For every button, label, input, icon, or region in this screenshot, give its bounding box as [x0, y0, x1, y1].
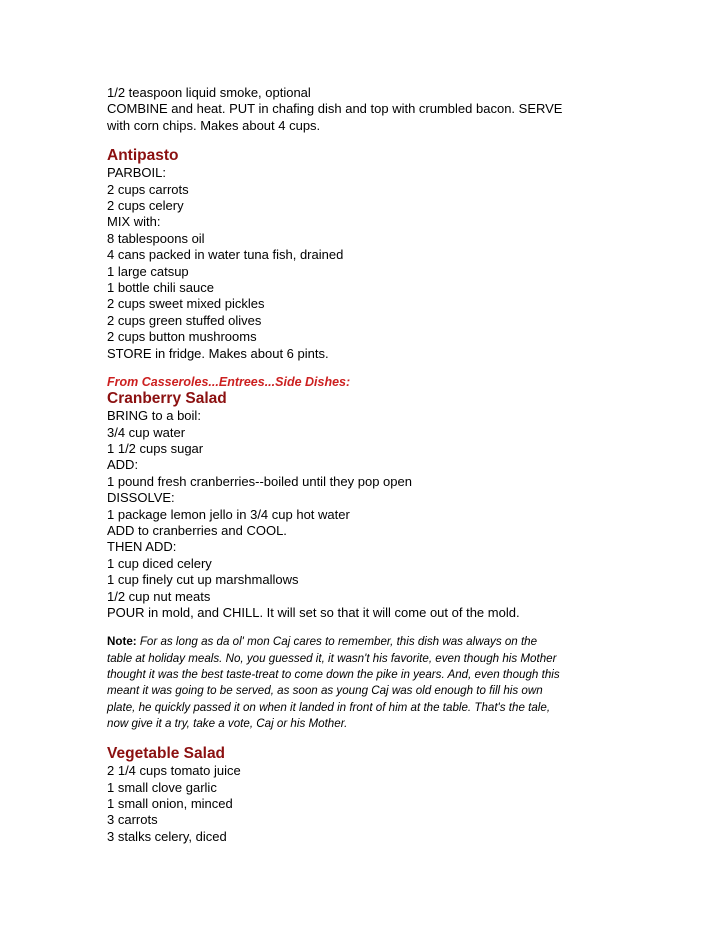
ingredient-line: 4 cans packed in water tuna fish, drained [107, 247, 344, 263]
ingredient-line: 2 cups carrots [107, 181, 189, 197]
ingredient-line: 3/4 cup water [107, 424, 186, 440]
ingredient-line: 1 large catsup [107, 263, 189, 279]
ingredient-line: 1 cup diced celery [107, 555, 212, 571]
note-line: thought it was the best taste-treat to come down the pike in years. And, even though this [107, 667, 560, 681]
intro-line: COMBINE and heat. PUT in chafing dish and top with crumbled bacon. SERVE [107, 101, 563, 117]
ingredient-line: ADD: [107, 457, 139, 473]
ingredient-line: 2 cups button mushrooms [107, 329, 257, 345]
ingredient-line: 1 package lemon jello in 3/4 cup hot water [107, 506, 350, 522]
recipe-title-vegetable-salad: Vegetable Salad [107, 745, 226, 763]
antipasto-recipe [107, 147, 707, 362]
note-line: table at holiday meals. No, you guessed it, it wasn't his favorite, even though his Mother [107, 651, 557, 665]
intro-line: 1/2 teaspoon liquid smoke, optional [107, 85, 311, 100]
recipe-title-cranberry-salad: Cranberry Salad [107, 390, 227, 408]
ingredient-line: 3 carrots [107, 812, 158, 828]
ingredient-line: 2 cups green stuffed olives [107, 312, 262, 328]
ingredient-line: 1 small onion, minced [107, 795, 233, 811]
ingredient-line: 1 bottle chili sauce [107, 280, 214, 296]
section-tag: From Casseroles...Entrees...Side Dishes: [107, 375, 351, 390]
ingredient-line: BRING to a boil: [107, 408, 201, 424]
ingredient-line: DISSOLVE: [107, 490, 175, 506]
note-line [107, 634, 707, 650]
note-text: For as long as da ol' mon Caj cares to remember, this dish was always on the [136, 635, 538, 649]
ingredient-line: 1 small clove garlic [107, 779, 217, 795]
intro-line: with corn chips. Makes about 4 cups. [107, 117, 321, 133]
ingredient-line: 2 1/4 cups tomato juice [107, 763, 241, 779]
vegetable-salad-recipe [107, 745, 707, 845]
ingredient-line: 8 tablespoons oil [107, 230, 205, 246]
ingredient-line: STORE in fridge. Makes about 6 pints. [107, 345, 329, 361]
ingredient-line: 2 cups celery [107, 198, 184, 214]
intro-block [107, 85, 707, 134]
ingredient-line: 3 stalks celery, diced [107, 828, 227, 844]
ingredient-line: PARBOIL: [107, 165, 167, 181]
ingredient-line: 1 1/2 cups sugar [107, 440, 204, 456]
note-line: plate, he quickly passed it on when it landed in front of him at the table. That's the tale, [107, 700, 551, 714]
cranberry-note [107, 634, 707, 732]
cranberry-salad-recipe [107, 390, 707, 732]
ingredient-line: POUR in mold, and CHILL. It will set so that it will come out of the mold. [107, 604, 520, 620]
note-label: Note: [107, 635, 137, 649]
ingredient-line: 1 cup finely cut up marshmallows [107, 572, 299, 588]
recipe-page [107, 85, 707, 845]
ingredient-line: ADD to cranberries and COOL. [107, 522, 287, 538]
ingredient-line: 2 cups sweet mixed pickles [107, 296, 265, 312]
note-line: meant it was going to be served, as soon as young Caj was old enough to fill his own [107, 684, 543, 698]
note-line: now give it a try, take a vote, Caj or his Mother. [107, 716, 348, 730]
ingredient-line: THEN ADD: [107, 539, 177, 555]
recipe-title-antipasto: Antipasto [107, 147, 179, 165]
ingredient-line: 1 pound fresh cranberries--boiled until they pop open [107, 473, 412, 489]
ingredient-line: 1/2 cup nut meats [107, 588, 211, 604]
ingredient-line: MIX with: [107, 214, 161, 230]
